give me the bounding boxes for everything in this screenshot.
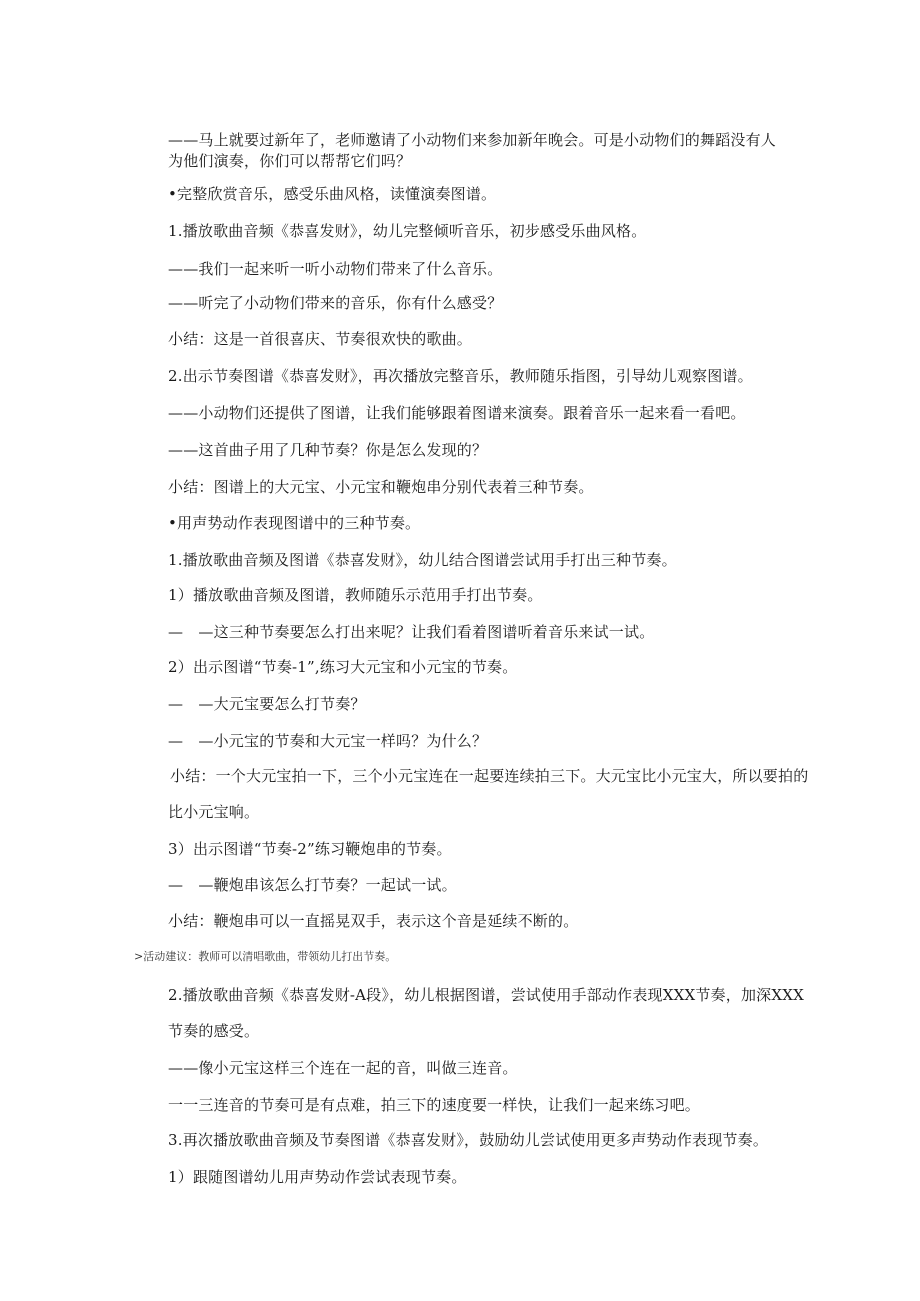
substep-line: 3）出示图谱“节奏-2”练习鞭炮串的节奏。 bbox=[168, 840, 452, 858]
dialogue-line: ——我们一起来听一听小动物们带来了什么音乐。 bbox=[168, 260, 503, 278]
paragraph-intro-line-1: ——马上就要过新年了，老师邀请了小动物们来参加新年晚会。可是小动物们的舞蹈没有人 bbox=[168, 131, 777, 149]
summary-line: 小结：图谱上的大元宝、小元宝和鞭炮串分别代表着三种节奏。 bbox=[168, 478, 594, 496]
dialogue-line: ——这首曲子用了几种节奏？你是怎么发现的？ bbox=[168, 441, 488, 459]
step-3-heading: 3.再次播放歌曲音频及节奏图谱《恭喜发财》，鼓励幼儿尝试使用更多声势动作表现节奏。 bbox=[168, 1131, 769, 1149]
step-2-heading: 2.出示节奏图谱《恭喜发财》，再次播放完整音乐，教师随乐指图，引导幼儿观察图谱。 bbox=[168, 367, 753, 385]
summary-line: 小结：这是一首很喜庆、节奏很欢快的歌曲。 bbox=[168, 330, 473, 348]
dialogue-line: ——像小元宝这样三个连在一起的音，叫做三连音。 bbox=[168, 1059, 518, 1077]
summary-line: 小结：一个大元宝拍一下，三个小元宝连在一起要连续拍三下。大元宝比小元宝大，所以要拍的 bbox=[170, 767, 809, 785]
dialogue-line: — —这三种节奏要怎么打出来呢？让我们看着图谱听着音乐来试一试。 bbox=[168, 623, 655, 641]
bullet-section-2: •用声势动作表现图谱中的三种节奏。 bbox=[168, 514, 421, 532]
step-1-heading: 1.播放歌曲音频及图谱《恭喜发财》，幼儿结合图谱尝试用手打出三种节奏。 bbox=[168, 551, 677, 569]
summary-line: 小结：鞭炮串可以一直摇晃双手，表示这个音是延续不断的。 bbox=[168, 912, 579, 930]
step-2-heading-continued: 节奏的感受。 bbox=[168, 1022, 260, 1040]
dialogue-line: ——听完了小动物们带来的音乐，你有什么感受？ bbox=[168, 294, 503, 312]
substep-line: 2）出示图谱“节奏-1”,练习大元宝和小元宝的节奏。 bbox=[168, 658, 518, 676]
step-2-heading: 2.播放歌曲音频《恭喜发财-A段》，幼儿根据图谱，尝试使用手部动作表现XXX节奏，加深XXX bbox=[168, 986, 804, 1004]
bullet-section-1: •完整欣赏音乐，感受乐曲风格，读懂演奏图谱。 bbox=[168, 185, 497, 203]
substep-line: 1）播放歌曲音频及图谱，教师随乐示范用手打出节奏。 bbox=[168, 586, 543, 604]
step-1-heading: 1.播放歌曲音频《恭喜发财》，幼儿完整倾听音乐，初步感受乐曲风格。 bbox=[168, 222, 647, 240]
activity-suggestion-note: >活动建议：教师可以清唱歌曲，带领幼儿打出节奏。 bbox=[134, 950, 397, 963]
dialogue-line: — —鞭炮串该怎么打节奏？一起试一试。 bbox=[168, 876, 457, 894]
dialogue-line: — —大元宝要怎么打节奏？ bbox=[168, 695, 366, 713]
paragraph-intro-line-2: 为他们演奏，你们可以帮帮它们吗？ bbox=[168, 152, 412, 170]
dialogue-line: 一一三连音的节奏可是有点难，拍三下的速度要一样快，让我们一起来练习吧。 bbox=[168, 1096, 701, 1114]
summary-line-continued: 比小元宝响。 bbox=[168, 803, 260, 821]
substep-line: 1）跟随图谱幼儿用声势动作尝试表现节奏。 bbox=[168, 1168, 467, 1186]
dialogue-line: — —小元宝的节奏和大元宝一样吗？为什么？ bbox=[168, 732, 488, 750]
dialogue-line: ——小动物们还提供了图谱，让我们能够跟着图谱来演奏。跟着音乐一起来看一看吧。 bbox=[168, 404, 746, 422]
